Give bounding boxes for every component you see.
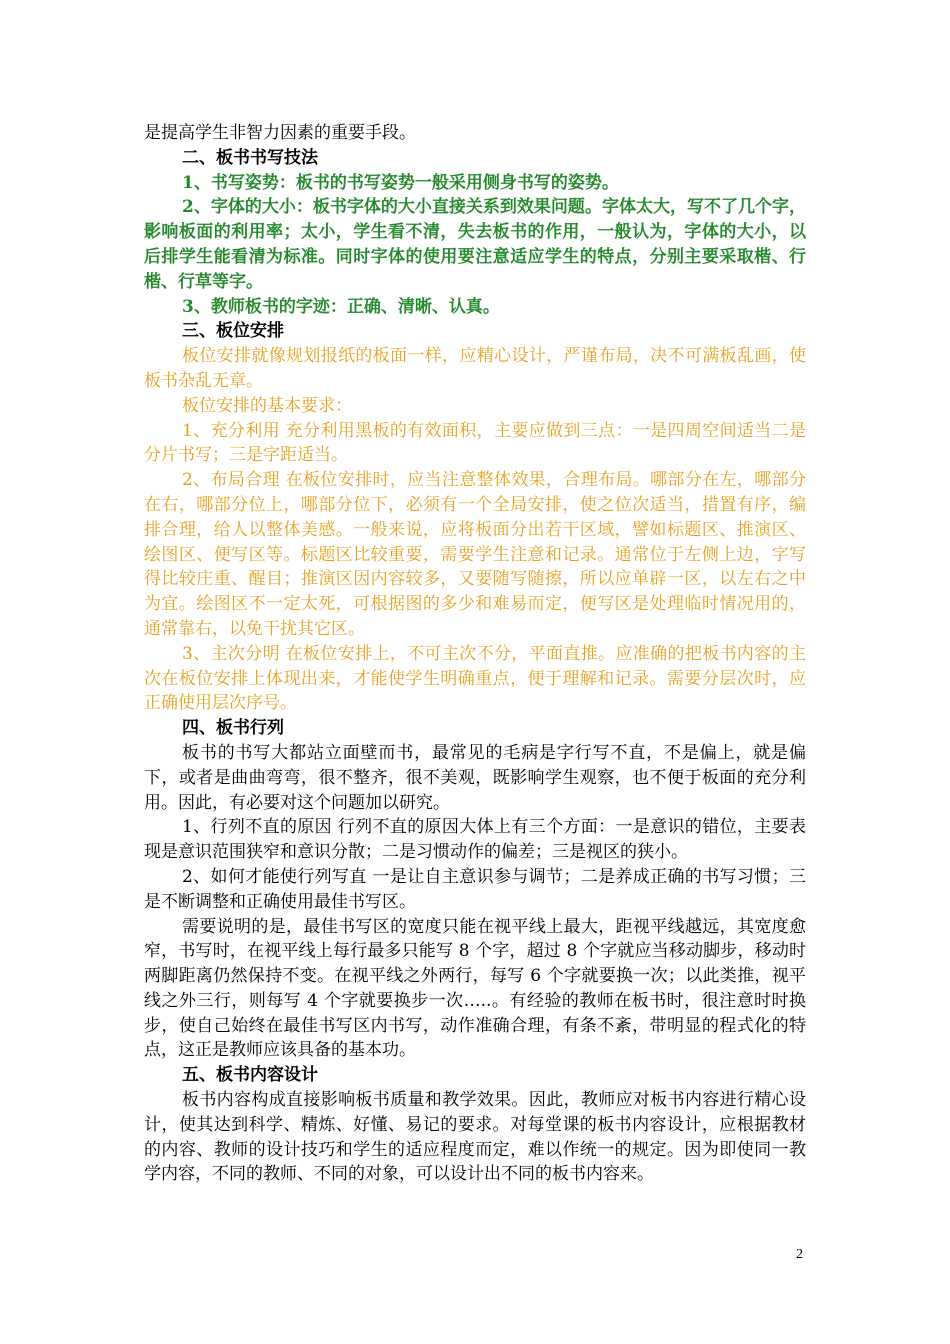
item-handwriting: 3、教师板书的字迹：正确、清晰、认真。	[182, 296, 500, 317]
paragraph-layout-intro: 板位安排就像规划报纸的板面一样，应精心设计，严谨布局，决不可满板乱画，使板书杂乱无章。	[144, 346, 806, 391]
paragraph-best-writing-zone: 需要说明的是，最佳书写区的宽度只能在视平线上最大，距视平线越远，其宽度愈窄，书写时，在视平线上每行最多只能写 8 个字，超过 8 个字就应当移动脚步，移动时两脚距离仍然保持不变。在视平线之外两行，每写 6 个字就要换一次；以此类推，视平线之外三行，则每写 4 个字就要换步一次…..。有经验的教师在板书时，很注意时时换步，使自己始终在最佳书写区内书写，动作准确合理，有条不紊，带明显的程式化的特点，这正是教师应该具备的基本功。	[144, 916, 806, 1061]
page-number: 2	[796, 1247, 803, 1262]
paragraph-layout-requirements: 板位安排的基本要求：	[182, 395, 352, 416]
paragraph-continuation: 是提高学生非智力因素的重要手段。	[144, 123, 416, 143]
item-full-use: 1、充分利用 充分利用黑板的有效面积，主要应做到三点：一是四周空间适当二是分片书写；三是字距适当。	[144, 420, 806, 466]
paragraph-content-design: 板书内容构成直接影响板书质量和教学效果。因此，教师应对板书内容进行精心设计，使其达到科学、精炼、好懂、易记的要求。对每堂课的板书内容设计，应根据教材的内容、教师的设计技巧和学生的适应程度而定，难以作统一的规定。因为即使同一教学内容，不同的教师、不同的对象，可以设计出不同的板书内容来。	[144, 1090, 806, 1185]
paragraph-lines-intro: 板书的书写大都站立面壁而书，最常见的毛病是字行写不直，不是偏上，就是偏下，或者是曲曲弯弯，很不整齐，很不美观，既影响学生观察，也不便于板面的充分利用。因此，有必要对这个问题加以研究。	[144, 742, 806, 813]
item-font-size: 2、字体的大小：板书字体的大小直接关系到效果问题。字体太大，写不了几个字，影响板面的利用率；太小，学生看不清，失去板书的作用，一般认为，字体的大小，以后排学生能看清为标准。同时字体的使用要注意适应学生的特点，分别主要采取楷、行楷、行草等字。	[144, 197, 806, 292]
item-writing-posture: 1、书写姿势：板书的书写姿势一般采用侧身书写的姿势。	[182, 172, 619, 193]
section-heading-3: 三、板位安排	[182, 321, 284, 342]
item-primary-secondary: 3、主次分明 在板位安排上，不可主次不分，平面直推。应准确的把板书内容的主次在板位安排上体现出来，才能使学生明确重点，便于理解和记录。需要分层次时，应正确使用层次序号。	[144, 643, 806, 714]
section-heading-4: 四、板书行列	[182, 718, 284, 739]
item-reasonable-layout: 2、布局合理 在板位安排时，应当注意整体效果，合理布局。哪部分在左，哪部分在右，哪部分位上，哪部分位下，必须有一个全局安排，使之位次适当，措置有序，编排合理，给人以整体美感。一般来说，应将板面分出若干区域，譬如标题区、推演区、绘图区、便写区等。标题区比较重要，需要学生注意和记录。通常位于左侧上边，字写得比较庄重、醒目；推演区因内容较多，又要随写随擦，所以应单辟一区，以左右之中为宜。绘图区不一定太死，可根据图的多少和难易而定，便写区是处理临时情况用的，通常靠右，以免干扰其它区。	[144, 470, 806, 639]
item-straight-lines-method: 2、如何才能使行列写直 一是让自主意识参与调节；二是养成正确的书写习惯；三是不断调整和正确使用最佳书写区。	[144, 866, 806, 912]
section-heading-2: 二、板书书写技法	[182, 147, 318, 168]
body-text	[144, 121, 806, 1187]
item-crooked-lines-causes: 1、行列不直的原因 行列不直的原因大体上有三个方面：一是意识的错位，主要表现是意识范围狭窄和意识分散；二是习惯动作的偏差；三是视区的狭小。	[144, 817, 806, 863]
section-heading-5: 五、板书内容设计	[182, 1065, 318, 1086]
